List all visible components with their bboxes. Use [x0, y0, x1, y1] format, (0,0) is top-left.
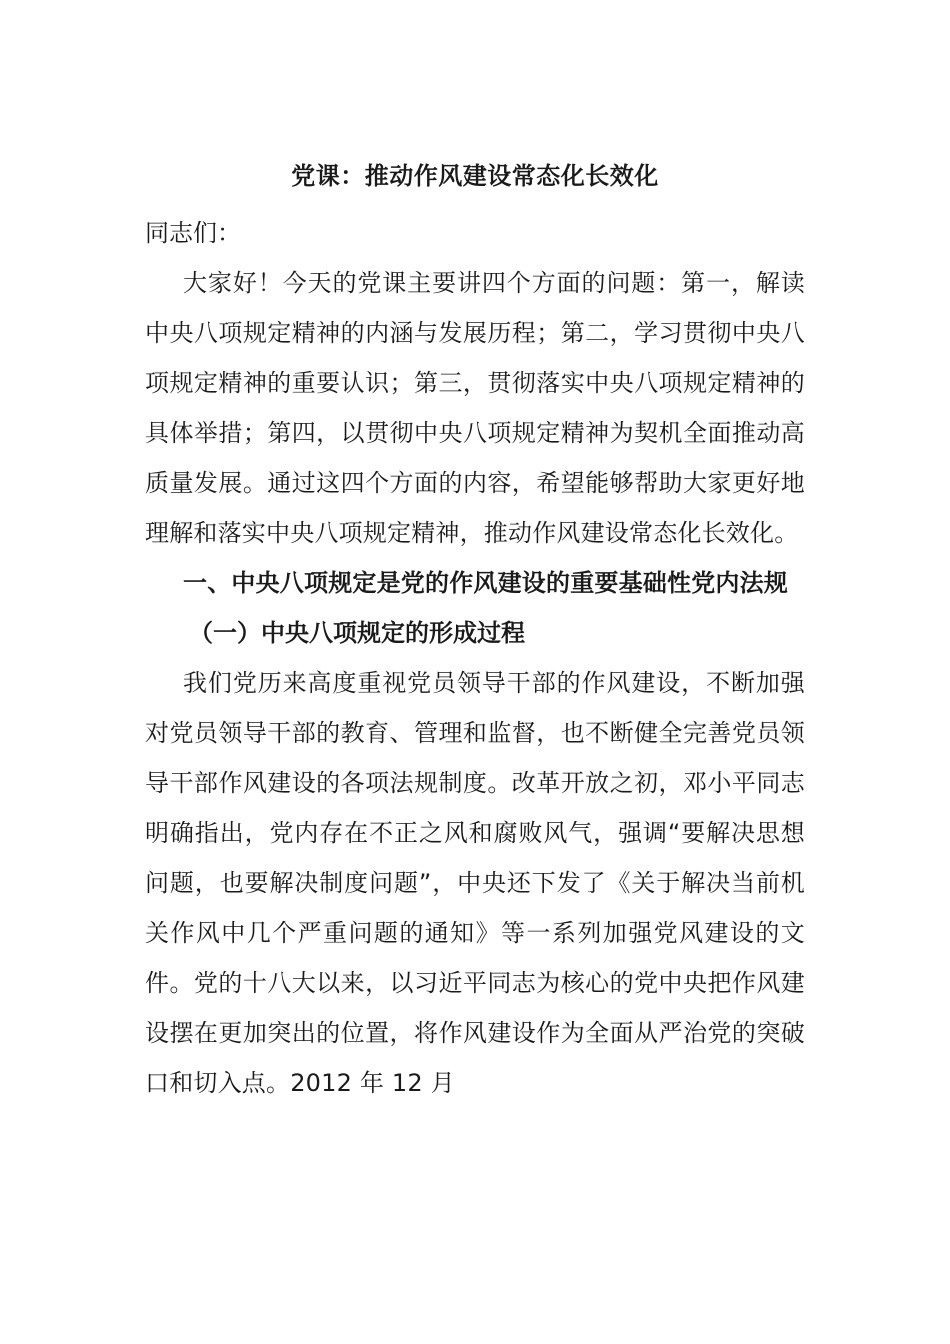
document-title: 党课：推动作风建设常态化长效化 [291, 162, 659, 190]
section-heading-1: 一、中央八项规定是党的作风建设的重要基础性党内法规 [183, 569, 788, 597]
body-paragraph-1: 我们党历来高度重视党员领导干部的作风建设，不断加强对党员领导干部的教育、管理和监督，也不断健全完善党员领导干部作风建设的各项法规制度。改革开放之初，邓小平同志明确指出，党内存在不正之风和腐败风气，强调“要解决思想问题，也要解决制度问题”，中央还下发了《关于解决当前机关作风中几个严重问题的通知》等一系列加强党风建设的文件。党的十八大以来，以习近平同志为核心的党中央把作风建设摆在更加突出的位置，将作风建设作为全面从严治党的突破口和切入点。2012 年 12 月 [145, 669, 805, 1097]
salutation: 同志们： [145, 219, 241, 247]
document-page [145, 158, 805, 1108]
intro-paragraph: 大家好！今天的党课主要讲四个方面的问题：第一，解读中央八项规定精神的内涵与发展历程；第二，学习贯彻中央八项规定精神的重要认识；第三，贯彻落实中央八项规定精神的具体举措；第四，以贯彻中央八项规定精神为契机全面推动高质量发展。通过这四个方面的内容，希望能够帮助大家更好地理解和落实中央八项规定精神，推动作风建设常态化长效化。 [145, 269, 805, 547]
subsection-heading-1: （一）中央八项规定的形成过程 [189, 619, 525, 647]
